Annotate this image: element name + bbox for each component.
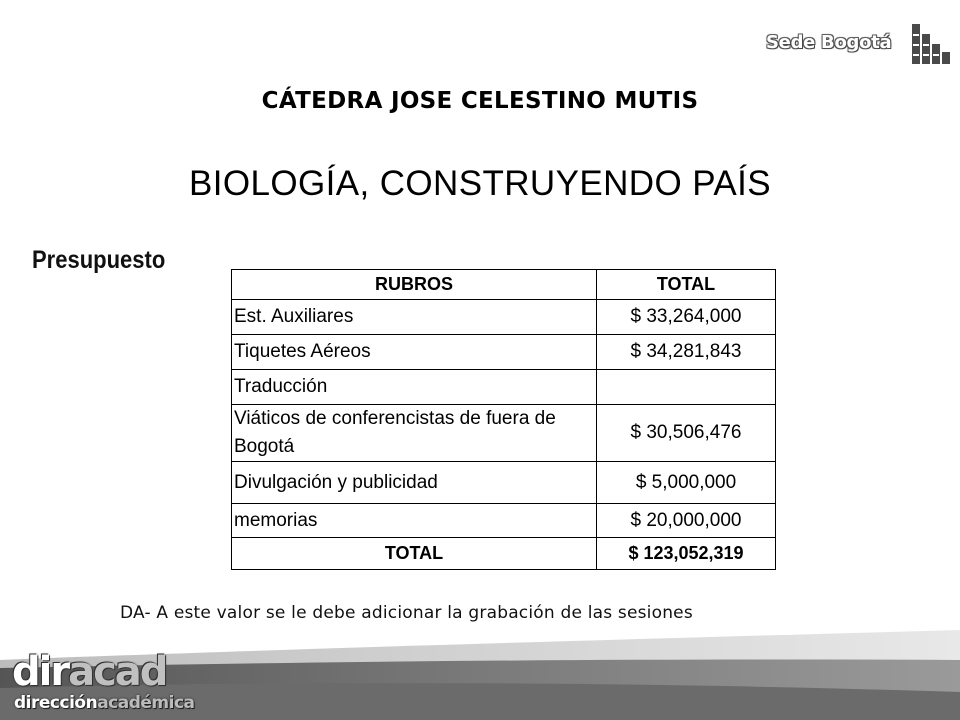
section-label: Presupuesto	[32, 246, 166, 274]
diracad-logo	[12, 649, 195, 716]
page-title: CÁTEDRA JOSE CELESTINO MUTIS	[261, 88, 699, 114]
sede-bogota-logo-text: Sede Bogotá	[766, 32, 892, 53]
table-row	[232, 335, 776, 370]
total-cell	[597, 370, 776, 405]
diracad-logo-part2: acad	[68, 649, 167, 695]
diracad-logo-main	[12, 650, 166, 694]
table-row	[232, 462, 776, 504]
total-cell: $ 34,281,843	[597, 335, 776, 370]
total-cell: $ 20,000,000	[597, 504, 776, 538]
total-cell: $ 33,264,000	[597, 300, 776, 335]
rubro-cell: memorias	[232, 504, 597, 538]
column-header-total: TOTAL	[597, 270, 776, 300]
diracad-logo-part1: dir	[12, 649, 69, 695]
footnote: DA- A este valor se le debe adicionar la grabación de las sesiones	[120, 603, 693, 623]
total-cell: $ 5,000,000	[597, 462, 776, 504]
budget-table	[231, 269, 776, 570]
diracad-logo-sub1: dirección	[14, 693, 98, 713]
sede-bogota-logo	[762, 22, 954, 66]
table-row	[232, 300, 776, 335]
rubro-cell: Viáticos de conferencistas de fuera de Bogotá	[232, 405, 597, 462]
unal-emblem-icon	[910, 22, 954, 66]
total-value-cell: $ 123,052,319	[597, 538, 776, 570]
total-label-cell: TOTAL	[232, 538, 597, 570]
total-cell: $ 30,506,476	[597, 405, 776, 462]
table-total-row	[232, 538, 776, 570]
rubro-cell: Est. Auxiliares	[232, 300, 597, 335]
diracad-logo-sub2: académica	[97, 693, 195, 713]
table-row	[232, 405, 776, 462]
page-subtitle: BIOLOGÍA, CONSTRUYENDO PAÍS	[189, 164, 771, 203]
table-row	[232, 370, 776, 405]
rubro-cell: Traducción	[232, 370, 597, 405]
table-row	[232, 504, 776, 538]
rubro-cell: Tiquetes Aéreos	[232, 335, 597, 370]
diracad-logo-sub	[14, 693, 195, 713]
column-header-rubros: RUBROS	[232, 270, 597, 300]
table-header-row	[232, 270, 776, 300]
rubro-cell: Divulgación y publicidad	[232, 462, 597, 504]
